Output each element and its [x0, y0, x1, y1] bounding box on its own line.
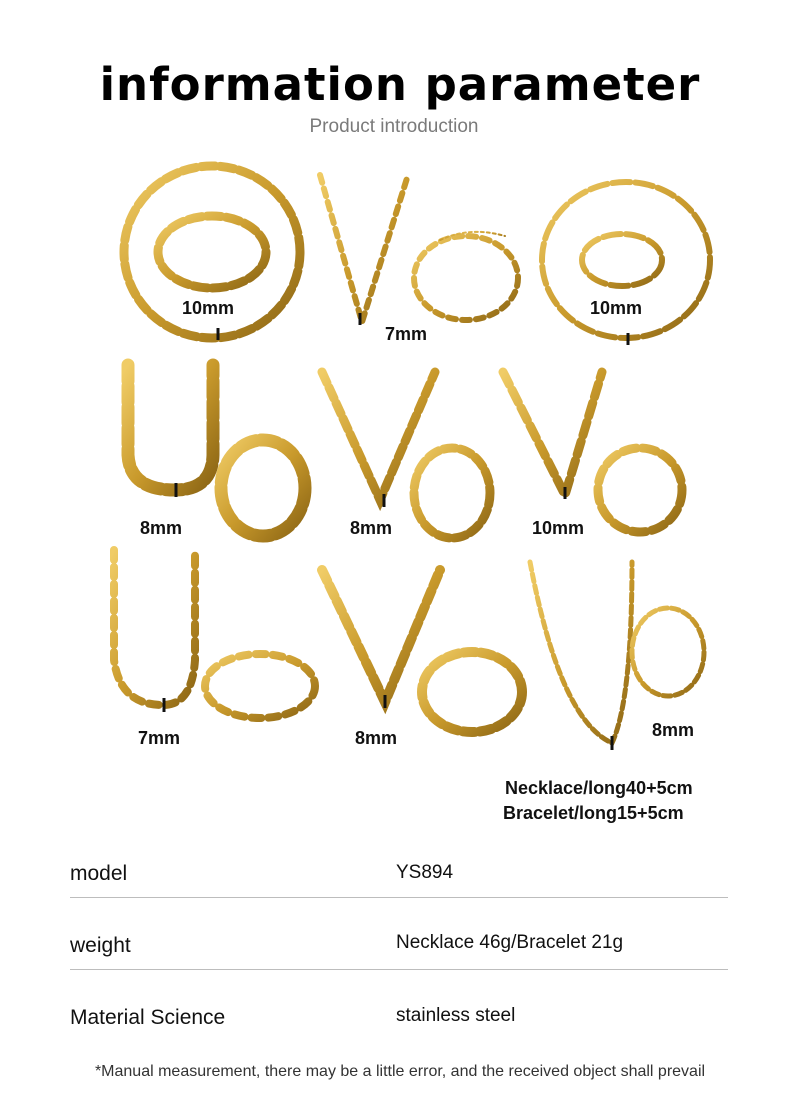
bracelet-length: Bracelet/long15+5cm	[503, 803, 684, 823]
size-label: 10mm	[590, 298, 643, 318]
spec-label-material: Material Science	[70, 1006, 226, 1029]
size-label: 8mm	[355, 728, 398, 748]
necklace-8mm-rectangular-chain	[128, 365, 305, 536]
necklace-length: Necklace/long40+5cm	[505, 778, 693, 798]
size-label: 10mm	[182, 298, 235, 318]
jewelry-illustration	[0, 160, 800, 760]
size-label: 8mm	[652, 720, 695, 740]
page-subtitle: Product introduction	[309, 116, 479, 137]
spec-label-model: model	[70, 862, 128, 885]
measurement-footnote: *Manual measurement, there may be a little error, and the received object shall prevail	[94, 1063, 706, 1080]
divider	[70, 969, 728, 970]
spec-value-weight: Necklace 46g/Bracelet 21g	[396, 932, 624, 953]
size-label: 8mm	[140, 518, 183, 538]
spec-label-weight: weight	[70, 934, 131, 957]
spec-value-material: stainless steel	[396, 1005, 516, 1026]
size-label: 10mm	[532, 518, 585, 538]
divider	[70, 897, 728, 898]
necklace-8mm-thin-chain	[530, 562, 704, 743]
product-photo-collage	[0, 160, 800, 760]
necklace-7mm-triangle-chain	[320, 175, 518, 322]
necklace-7mm-mariner-chain	[114, 550, 315, 718]
page-title: information parameter	[99, 58, 701, 111]
size-label: 7mm	[138, 728, 181, 748]
size-label: 7mm	[385, 324, 428, 344]
necklace-10mm-infinity-chain	[503, 372, 682, 532]
necklace-8mm-hlink-chain	[322, 372, 490, 538]
spec-value-model: YS894	[396, 862, 454, 883]
necklace-8mm-hlink-chain-2	[322, 570, 522, 732]
size-label: 8mm	[350, 518, 393, 538]
